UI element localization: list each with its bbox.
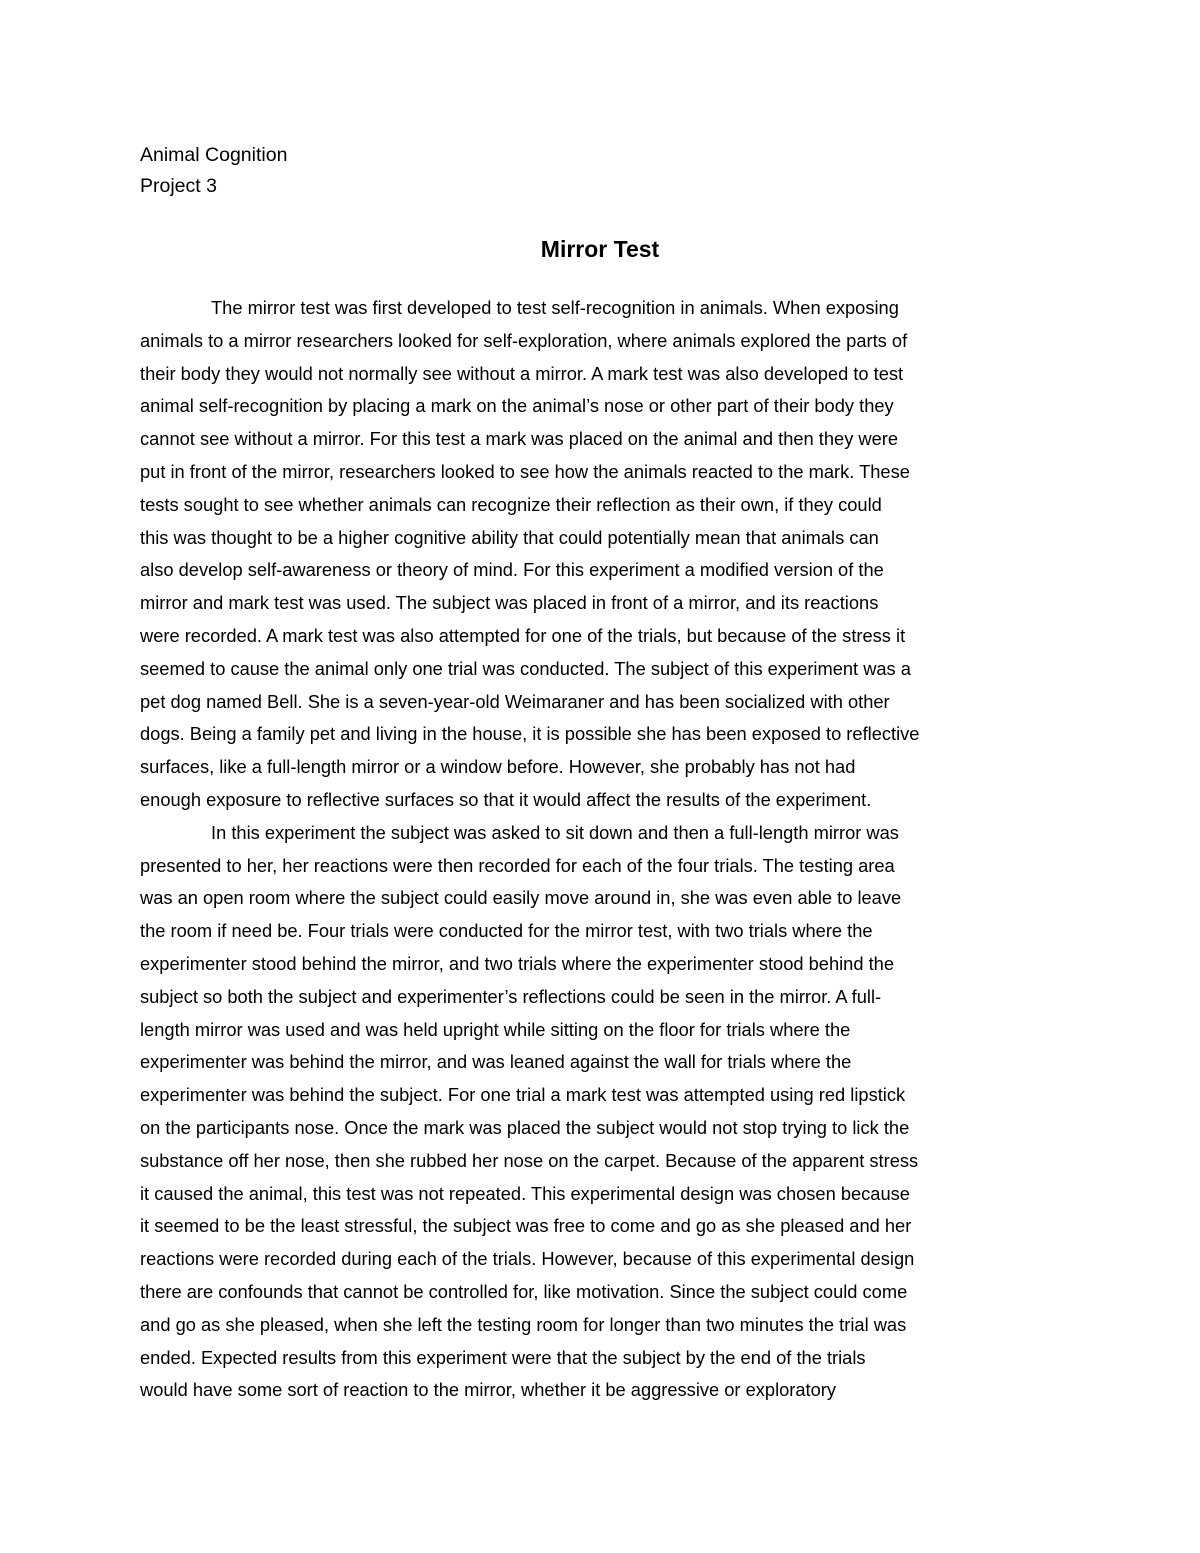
project-label: Project 3: [140, 175, 217, 197]
body-line: it caused the animal, this test was not repeated. This experimental design was chosen because: [140, 1182, 910, 1204]
body-line: In this experiment the subject was asked to sit down and then a full-length mirror was: [211, 821, 899, 843]
body-line: it seemed to be the least stressful, the subject was free to come and go as she pleased and her: [140, 1215, 912, 1237]
body-line: also develop self-awareness or theory of mind. For this experiment a modified version of the: [140, 559, 884, 581]
body-line: enough exposure to reflective surfaces so that it would affect the results of the experiment.: [140, 788, 872, 810]
body-line: subject so both the subject and experimenter’s reflections could be seen in the mirror. A full-: [140, 985, 882, 1007]
body-line: surfaces, like a full-length mirror or a window before. However, she probably has not had: [140, 756, 856, 778]
body-line: experimenter was behind the mirror, and was leaned against the wall for trials where the: [140, 1051, 852, 1073]
course-name: Animal Cognition: [140, 144, 288, 166]
body-line: put in front of the mirror, researchers looked to see how the animals reacted to the mark. These: [140, 460, 910, 482]
document-body: [140, 292, 1060, 1407]
document-header: [140, 140, 287, 202]
body-line: presented to her, her reactions were then recorded for each of the four trials. The testing area: [140, 854, 895, 876]
body-line: tests sought to see whether animals can recognize their reflection as their own, if they could: [140, 493, 882, 515]
body-line: this was thought to be a higher cognitive ability that could potentially mean that animals can: [140, 526, 879, 548]
body-line: experimenter was behind the subject. For one trial a mark test was attempted using red lipstick: [140, 1084, 906, 1106]
body-line: was an open room where the subject could easily move around in, she was even able to leave: [140, 887, 902, 909]
body-line: dogs. Being a family pet and living in the house, it is possible she has been exposed to reflective: [140, 723, 920, 745]
body-line: there are confounds that cannot be controlled for, like motivation. Since the subject could come: [140, 1280, 908, 1302]
body-line: experimenter stood behind the mirror, and two trials where the experimenter stood behind the: [140, 952, 895, 974]
body-line: animal self-recognition by placing a mark on the animal’s nose or other part of their body they: [140, 395, 894, 417]
body-line: and go as she pleased, when she left the testing room for longer than two minutes the trial was: [140, 1313, 907, 1335]
body-line: cannot see without a mirror. For this test a mark was placed on the animal and then they were: [140, 428, 899, 450]
body-line: pet dog named Bell. She is a seven-year-old Weimaraner and has been socialized with other: [140, 690, 890, 712]
body-line: on the participants nose. Once the mark was placed the subject would not stop trying to lick the: [140, 1116, 910, 1138]
body-line: reactions were recorded during each of the trials. However, because of this experimental design: [140, 1248, 915, 1270]
body-line: their body they would not normally see without a mirror. A mark test was also developed to test: [140, 362, 904, 384]
document-title: Mirror Test: [540, 236, 660, 262]
body-line: would have some sort of reaction to the mirror, whether it be aggressive or exploratory: [140, 1379, 837, 1401]
body-line: ended. Expected results from this experiment were that the subject by the end of the trials: [140, 1346, 866, 1368]
body-line: mirror and mark test was used. The subject was placed in front of a mirror, and its reactions: [140, 592, 879, 614]
body-line: the room if need be. Four trials were conducted for the mirror test, with two trials where the: [140, 920, 873, 942]
body-line: substance off her nose, then she rubbed her nose on the carpet. Because of the apparent stress: [140, 1149, 919, 1171]
body-line: animals to a mirror researchers looked for self-exploration, where animals explored the parts of: [140, 329, 908, 351]
body-line: were recorded. A mark test was also attempted for one of the trials, but because of the stress it: [140, 624, 906, 646]
body-line: The mirror test was first developed to test self-recognition in animals. When exposing: [211, 297, 899, 318]
body-line: length mirror was used and was held upright while sitting on the floor for trials where the: [140, 1018, 851, 1040]
body-line: seemed to cause the animal only one trial was conducted. The subject of this experiment was a: [140, 657, 911, 679]
